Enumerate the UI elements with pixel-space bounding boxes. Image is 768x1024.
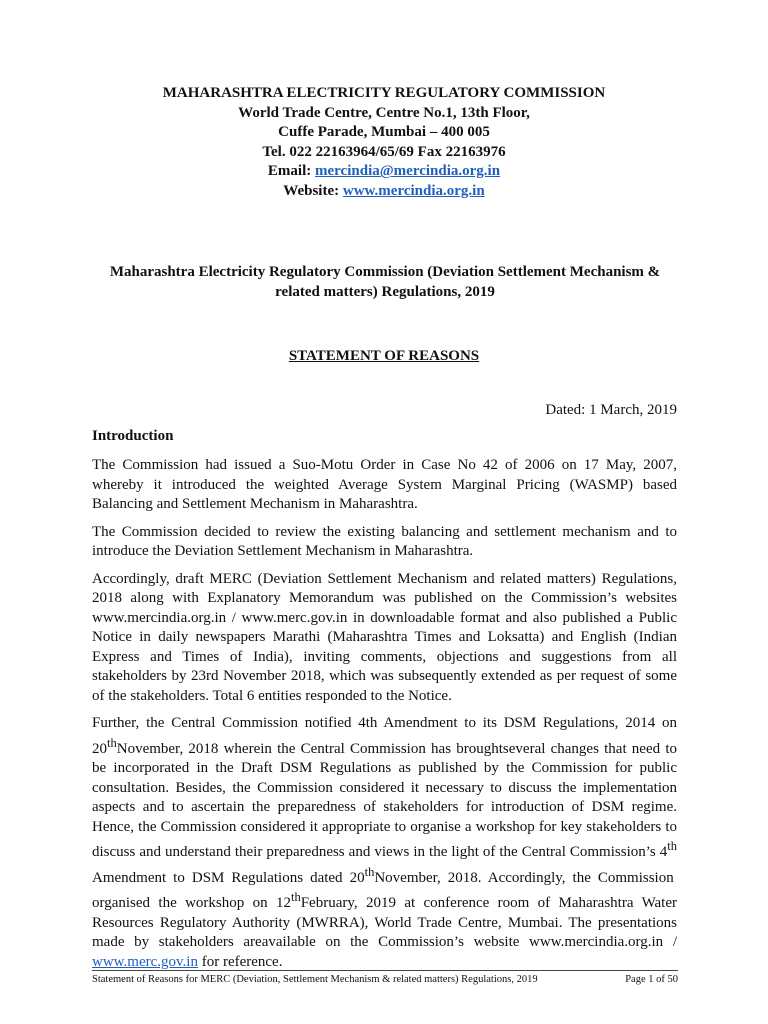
- paragraph-3: Accordingly, draft MERC (Deviation Settlement Mechanism and related matters) Regulations, 2018 along with Explanatory Memorandum was published on the Commission’s websites www.mercindia.org.in / www.merc.gov.in in downloadable format and also published a Public Notice in daily newspapers Marathi (Maharashtra Times and Loksatta) and English (Indian Express and Times of India), inviting comments, objections and suggestions from all stakeholders by 23rd November 2018, which was subsequently extended as per request of some of the stakeholders. Total 6 entities responded to the Notice.: [92, 570, 677, 704]
- website-label: Website:: [283, 182, 343, 199]
- email-label: Email:: [267, 163, 316, 180]
- statement-heading: STATEMENT OF REASONS: [288, 348, 480, 364]
- email-link[interactable]: mercindia@mercindia.org.in: [315, 163, 501, 180]
- regulation-title: Maharashtra Electricity Regulatory Commission (Deviation Settlement Mechanism & related matters) Regulations, 2019: [109, 264, 661, 300]
- telephone-line: Tel. 022 22163964/65/69 Fax 22163976: [262, 143, 506, 160]
- paragraph-1: The Commission had issued a Suo-Motu Order in Case No 42 of 2006 on 17 May, 2007, whereby it introduced the weighted Average System Marginal Pricing (WASMP) based Balancing and Settlement Mechanism in Maharashtra.: [92, 457, 677, 512]
- paragraph-4: [92, 714, 677, 972]
- email-line: [0, 162, 768, 182]
- paragraph-4-part-c: Amendment to DSM Regulations dated 20: [92, 869, 365, 886]
- merc-gov-link[interactable]: www.merc.gov.in: [92, 953, 198, 970]
- page-number: Page 1 of 50: [625, 974, 678, 985]
- superscript-th: th: [364, 864, 375, 879]
- org-name: MAHARASHTRA ELECTRICITY REGULATORY COMMISSION: [162, 85, 606, 101]
- letterhead: [0, 84, 768, 202]
- superscript-th: th: [667, 839, 677, 853]
- paragraph-4-part-a: Further, the Central Commission notified 4th Amendment to its DSM Regulations, 2014 on 20: [92, 715, 677, 757]
- superscript-th: th: [290, 890, 301, 904]
- paragraph-2: The Commission decided to review the existing balancing and settlement mechanism and to introduce the Deviation Settlement Mechanism in Maharashtra.: [92, 523, 677, 559]
- address-line-2: Cuffe Parade, Mumbai – 400 005: [278, 124, 490, 141]
- superscript-th: th: [107, 735, 117, 750]
- paragraph-4-part-f: for reference.: [197, 953, 283, 970]
- introduction-heading: Introduction: [92, 428, 174, 444]
- footer-title: Statement of Reasons for MERC (Deviation, Settlement Mechanism & related matters) Regulations, 2019: [92, 974, 538, 985]
- paragraph-4-part-d: November, 2018. Accordingly, the Commission organised the workshop on 12: [92, 869, 674, 911]
- website-line: [0, 182, 768, 202]
- website-link[interactable]: www.mercindia.org.in: [342, 182, 485, 199]
- paragraph-4-part-b: November, 2018 wherein the Central Commission has broughtseveral changes that need to be incorporated in the Draft DSM Regulations as published by the Commission for public consultation. Besides, the Commission considered it necessary to discuss the implementation aspects and to ascertain the preparedness of stakeholders for introduction of DSM regime. Hence, the Commission considered it appropriate to organise a workshop for key stakeholders to discuss and understand their preparedness and views in the light of the Central Commission’s 4: [92, 740, 677, 860]
- page-footer: [92, 974, 678, 985]
- address-line-1: World Trade Centre, Centre No.1, 13th Floor,: [238, 104, 530, 121]
- dated-line: Dated: 1 March, 2019: [545, 402, 677, 418]
- paragraph-4-part-e: February, 2019 at conference room of Maharashtra Water Resources Regulatory Authority (MWRRA), World Trade Centre, Mumbai. The presentations made by stakeholders areavailable on the Commission’s website www.mercindia.org.in /: [92, 895, 678, 950]
- body-text: [92, 456, 677, 980]
- footer-divider: [92, 970, 678, 971]
